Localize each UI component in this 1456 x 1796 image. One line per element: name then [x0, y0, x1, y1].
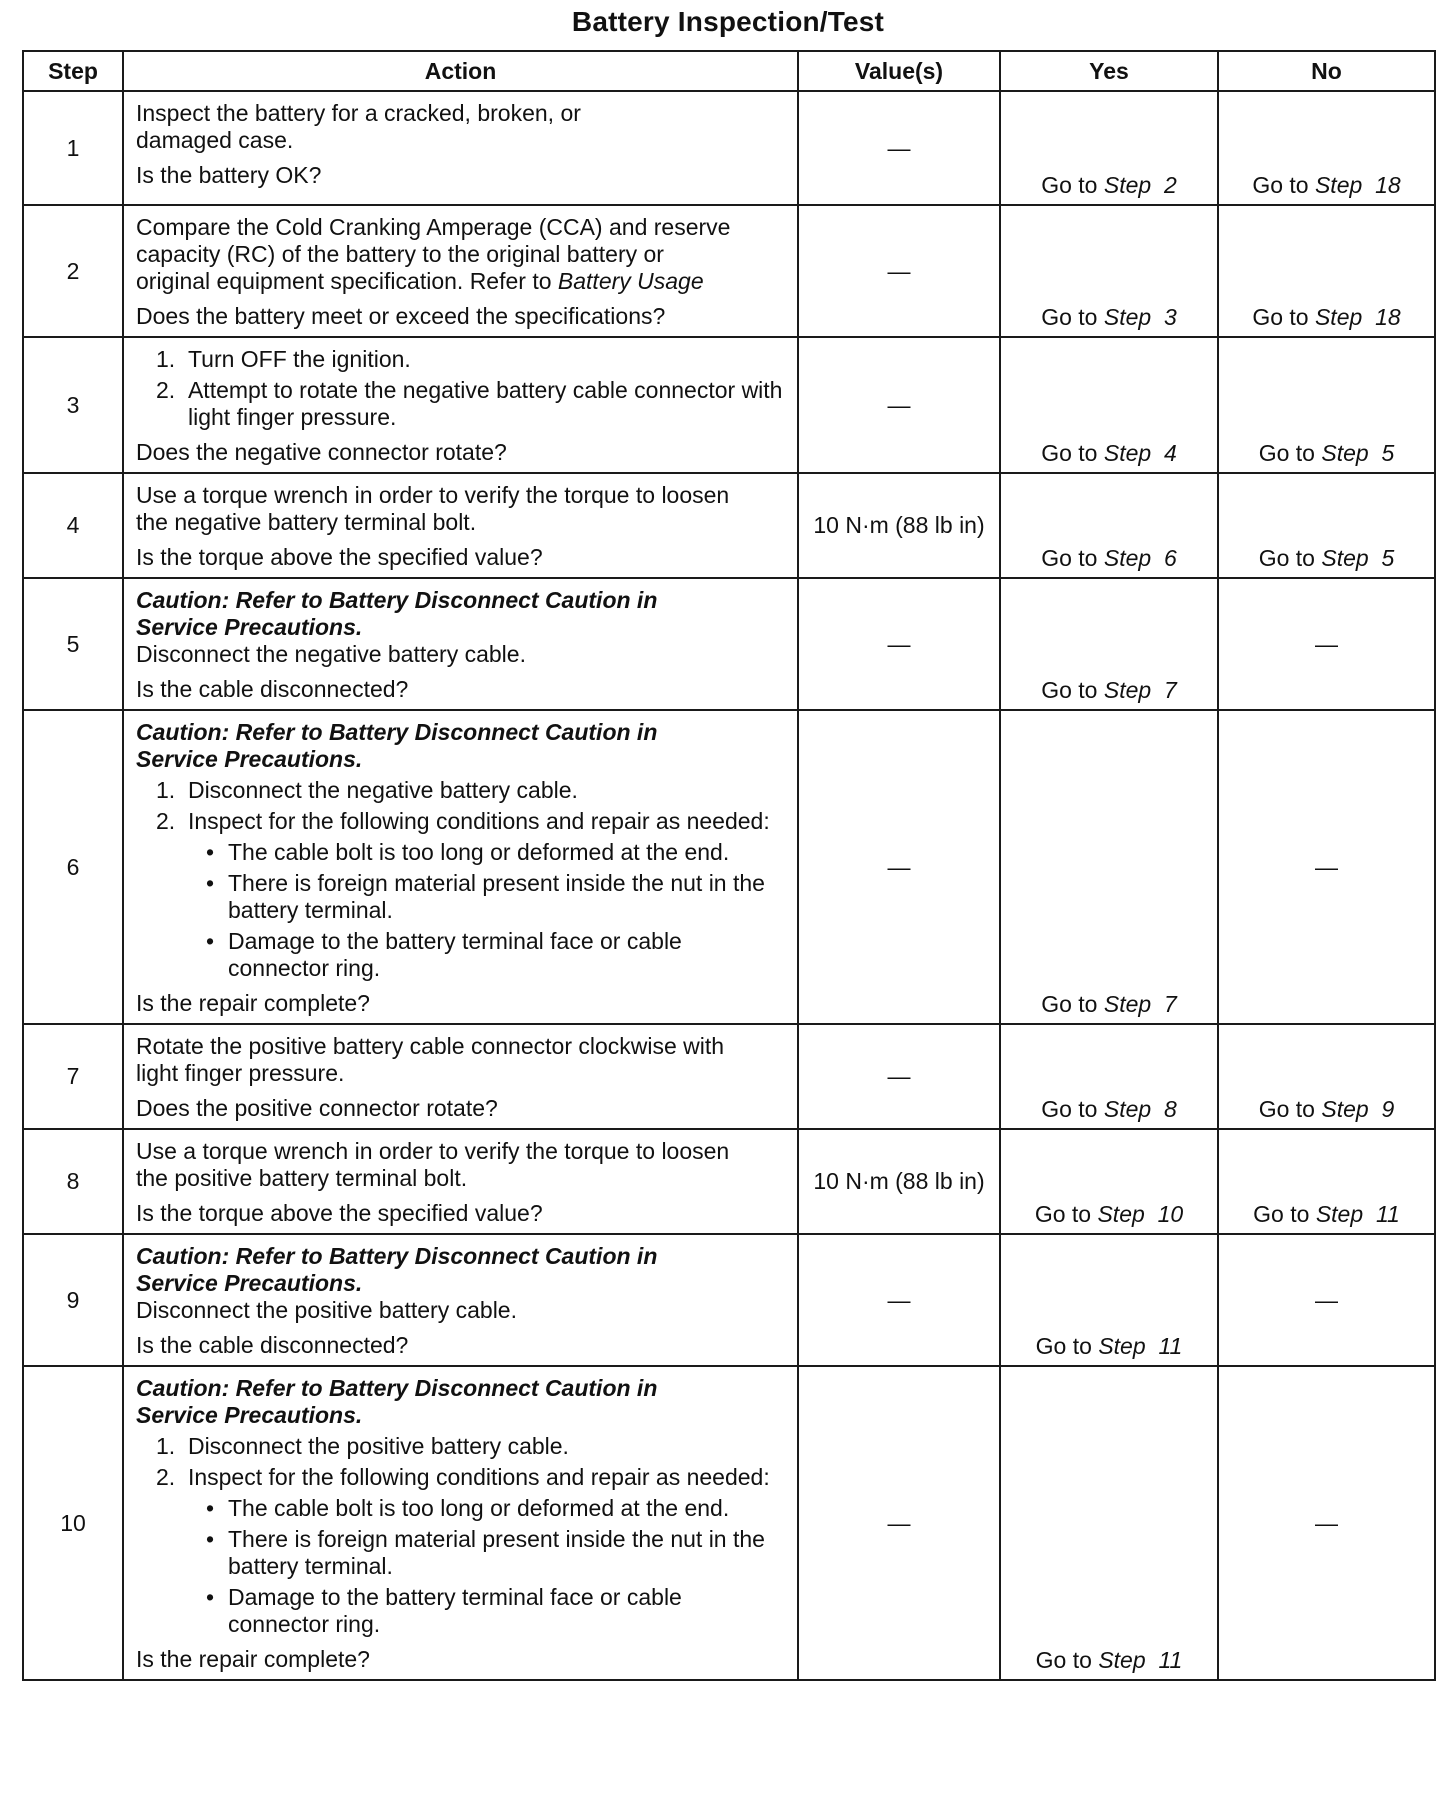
bullet-item — [136, 1584, 789, 1638]
step-word: Step — [1103, 991, 1152, 1017]
step-word: Step — [1098, 1647, 1146, 1673]
bullet-text: Damage to the battery terminal face or cable connector ring. — [228, 1584, 682, 1637]
goto-step-number: 18 — [1375, 304, 1401, 330]
bullet-text: The cable bolt is too long or deformed at the end. — [228, 1495, 730, 1521]
goto-step-number: 6 — [1163, 545, 1177, 571]
step-word: Step — [1097, 1201, 1145, 1227]
goto-label: Go to — [1035, 1647, 1092, 1673]
header-no: No — [1218, 51, 1435, 91]
header-yes: Yes — [1000, 51, 1218, 91]
step-number: 7 — [23, 1024, 123, 1129]
step-number: 1 — [23, 91, 123, 205]
bullet-item — [136, 928, 789, 982]
table-row — [23, 1129, 1435, 1234]
caution-text: Caution: Refer to Battery Disconnect Caution in — [136, 719, 658, 745]
numbered-item: 2. Attempt to rotate the negative battery cable connector with light finger pressure. — [156, 377, 783, 430]
action-cell — [123, 1366, 798, 1680]
step-word: Step — [1321, 545, 1369, 571]
table-row — [23, 473, 1435, 578]
goto-label: Go to — [1041, 677, 1098, 703]
goto-step-number: 8 — [1163, 1096, 1177, 1122]
question-text: Is the cable disconnected? — [136, 1332, 409, 1358]
step-word: Step — [1103, 440, 1152, 466]
goto-step-number: 5 — [1381, 440, 1395, 466]
question-text: Is the repair complete? — [136, 990, 370, 1016]
table-row — [23, 205, 1435, 337]
caution-text: Service Precautions. — [136, 1270, 363, 1296]
table-row — [23, 337, 1435, 473]
no-cell: — — [1218, 710, 1435, 1024]
value-cell: — — [798, 1234, 1000, 1366]
numbered-item: 1. Disconnect the negative battery cable. — [156, 777, 578, 803]
action-text: original equipment specification. Refer to — [136, 268, 558, 294]
step-number: 2 — [23, 205, 123, 337]
goto-label: Go to — [1258, 440, 1315, 466]
bullet-item — [136, 839, 789, 866]
goto-step-number: 4 — [1163, 440, 1177, 466]
action-cell — [123, 1234, 798, 1366]
step-number: 8 — [23, 1129, 123, 1234]
goto-label: Go to — [1041, 1096, 1098, 1122]
no-cell — [1218, 1024, 1435, 1129]
action-cell — [123, 473, 798, 578]
table-row — [23, 91, 1435, 205]
question-text: Does the negative connector rotate? — [136, 439, 507, 465]
goto-label: Go to — [1252, 304, 1309, 330]
step-word: Step — [1103, 172, 1152, 198]
yes-cell — [1000, 473, 1218, 578]
yes-cell — [1000, 91, 1218, 205]
step-word: Step — [1314, 304, 1363, 330]
goto-step-number: 11 — [1158, 1647, 1183, 1673]
goto-step-number: 5 — [1381, 545, 1395, 571]
goto-label: Go to — [1252, 172, 1309, 198]
table-row — [23, 1366, 1435, 1680]
action-cell — [123, 578, 798, 710]
question-text: Does the positive connector rotate? — [136, 1095, 498, 1121]
value-cell: — — [798, 578, 1000, 710]
no-cell: — — [1218, 1234, 1435, 1366]
value-cell: — — [798, 205, 1000, 337]
bullet-item — [136, 1495, 789, 1522]
action-text: damaged case. — [136, 127, 294, 153]
value-cell: — — [798, 710, 1000, 1024]
action-cell — [123, 91, 798, 205]
bullet-text: Damage to the battery terminal face or cable connector ring. — [228, 928, 682, 981]
value-cell: 10 N·m (88 lb in) — [798, 1129, 1000, 1234]
question-text: Is the repair complete? — [136, 1646, 370, 1672]
caution-text: Caution: Refer to Battery Disconnect Caution in — [136, 587, 658, 613]
yes-cell — [1000, 1366, 1218, 1680]
question-text: Does the battery meet or exceed the specifications? — [136, 303, 666, 329]
goto-step-number: 11 — [1375, 1201, 1400, 1227]
goto-step-number: 11 — [1158, 1333, 1183, 1359]
step-word: Step — [1103, 545, 1152, 571]
action-text: Use a torque wrench in order to verify the torque to loosen — [136, 482, 730, 508]
action-text: light finger pressure. — [136, 1060, 345, 1086]
numbered-item: 1. Disconnect the positive battery cable. — [156, 1433, 569, 1459]
header-action: Action — [123, 51, 798, 91]
step-number: 9 — [23, 1234, 123, 1366]
step-number: 5 — [23, 578, 123, 710]
goto-step-number: 18 — [1375, 172, 1401, 198]
step-number: 6 — [23, 710, 123, 1024]
goto-label: Go to — [1258, 1096, 1315, 1122]
header-row — [23, 51, 1435, 91]
no-cell — [1218, 337, 1435, 473]
caution-text: Service Precautions. — [136, 614, 363, 640]
action-text: Rotate the positive battery cable connector clockwise with — [136, 1033, 725, 1059]
no-cell — [1218, 473, 1435, 578]
goto-step-number: 7 — [1163, 991, 1177, 1017]
question-text: Is the torque above the specified value? — [136, 544, 543, 570]
no-cell — [1218, 1129, 1435, 1234]
step-word: Step — [1098, 1333, 1146, 1359]
value-cell: — — [798, 337, 1000, 473]
no-cell: — — [1218, 578, 1435, 710]
caution-text: Caution: Refer to Battery Disconnect Caution in — [136, 1243, 658, 1269]
reference-link: Battery Usage — [557, 268, 704, 294]
action-text: Inspect the battery for a cracked, broken, or — [136, 100, 581, 126]
action-text: capacity (RC) of the battery to the original battery or — [136, 241, 664, 267]
header-step: Step — [23, 51, 123, 91]
action-text-line — [136, 268, 789, 295]
caution-text: Caution: Refer to Battery Disconnect Caution in — [136, 1375, 658, 1401]
action-cell — [123, 1129, 798, 1234]
goto-label: Go to — [1253, 1201, 1310, 1227]
value-cell: 10 N·m (88 lb in) — [798, 473, 1000, 578]
step-word: Step — [1315, 1201, 1364, 1227]
value-cell: — — [798, 1366, 1000, 1680]
step-word: Step — [1103, 304, 1152, 330]
value-cell: — — [798, 1024, 1000, 1129]
yes-cell — [1000, 1234, 1218, 1366]
caution-text: Service Precautions. — [136, 1402, 363, 1428]
no-cell — [1218, 205, 1435, 337]
goto-step-number: 3 — [1163, 304, 1177, 330]
goto-step-number: 2 — [1163, 172, 1177, 198]
step-word: Step — [1314, 172, 1363, 198]
goto-step-number: 9 — [1381, 1096, 1395, 1122]
goto-label: Go to — [1041, 545, 1098, 571]
yes-cell — [1000, 1024, 1218, 1129]
goto-label: Go to — [1041, 991, 1098, 1017]
action-cell — [123, 205, 798, 337]
bullet-item — [136, 1526, 789, 1580]
action-cell — [123, 710, 798, 1024]
page-title: Battery Inspection/Test — [571, 6, 885, 37]
yes-cell — [1000, 337, 1218, 473]
battery-test-table — [22, 50, 1436, 1681]
bullet-item — [136, 870, 789, 924]
caution-text: Service Precautions. — [136, 746, 363, 772]
goto-label: Go to — [1035, 1333, 1092, 1359]
yes-cell — [1000, 1129, 1218, 1234]
value-cell: — — [798, 91, 1000, 205]
no-cell — [1218, 91, 1435, 205]
table-row — [23, 1024, 1435, 1129]
table-row — [23, 1234, 1435, 1366]
yes-cell — [1000, 205, 1218, 337]
goto-step-number: 10 — [1157, 1201, 1184, 1227]
goto-label: Go to — [1034, 1201, 1092, 1227]
bullet-text: There is foreign material present inside the nut in the battery terminal. — [228, 1526, 765, 1579]
table-row — [23, 578, 1435, 710]
step-word: Step — [1321, 440, 1369, 466]
goto-label: Go to — [1041, 172, 1098, 198]
goto-label: Go to — [1041, 440, 1098, 466]
action-text: Disconnect the negative battery cable. — [136, 641, 526, 667]
question-text: Is the cable disconnected? — [136, 676, 409, 702]
action-cell — [123, 337, 798, 473]
numbered-item: 2. Inspect for the following conditions and repair as needed: — [156, 1464, 770, 1490]
table-row — [23, 710, 1435, 1024]
step-word: Step — [1103, 677, 1152, 703]
action-cell — [123, 1024, 798, 1129]
header-values: Value(s) — [798, 51, 1000, 91]
action-text: the negative battery terminal bolt. — [136, 509, 477, 535]
numbered-item: 1. Turn OFF the ignition. — [156, 346, 411, 372]
action-text: Disconnect the positive battery cable. — [136, 1297, 517, 1323]
bullet-text: The cable bolt is too long or deformed at the end. — [228, 839, 730, 865]
step-word: Step — [1103, 1096, 1152, 1122]
no-cell: — — [1218, 1366, 1435, 1680]
step-number: 4 — [23, 473, 123, 578]
step-number: 10 — [23, 1366, 123, 1680]
step-word: Step — [1321, 1096, 1369, 1122]
yes-cell — [1000, 578, 1218, 710]
goto-step-number: 7 — [1163, 677, 1177, 703]
goto-label: Go to — [1258, 545, 1315, 571]
step-number: 3 — [23, 337, 123, 473]
yes-cell — [1000, 710, 1218, 1024]
action-text: the positive battery terminal bolt. — [136, 1165, 468, 1191]
goto-label: Go to — [1041, 304, 1098, 330]
question-text: Is the battery OK? — [136, 162, 322, 188]
action-text: Use a torque wrench in order to verify the torque to loosen — [136, 1138, 730, 1164]
action-text: Compare the Cold Cranking Amperage (CCA) and reserve — [136, 214, 731, 240]
bullet-text: There is foreign material present inside the nut in the battery terminal. — [228, 870, 765, 923]
numbered-item: 2. Inspect for the following conditions and repair as needed: — [156, 808, 770, 834]
question-text: Is the torque above the specified value? — [136, 1200, 543, 1226]
